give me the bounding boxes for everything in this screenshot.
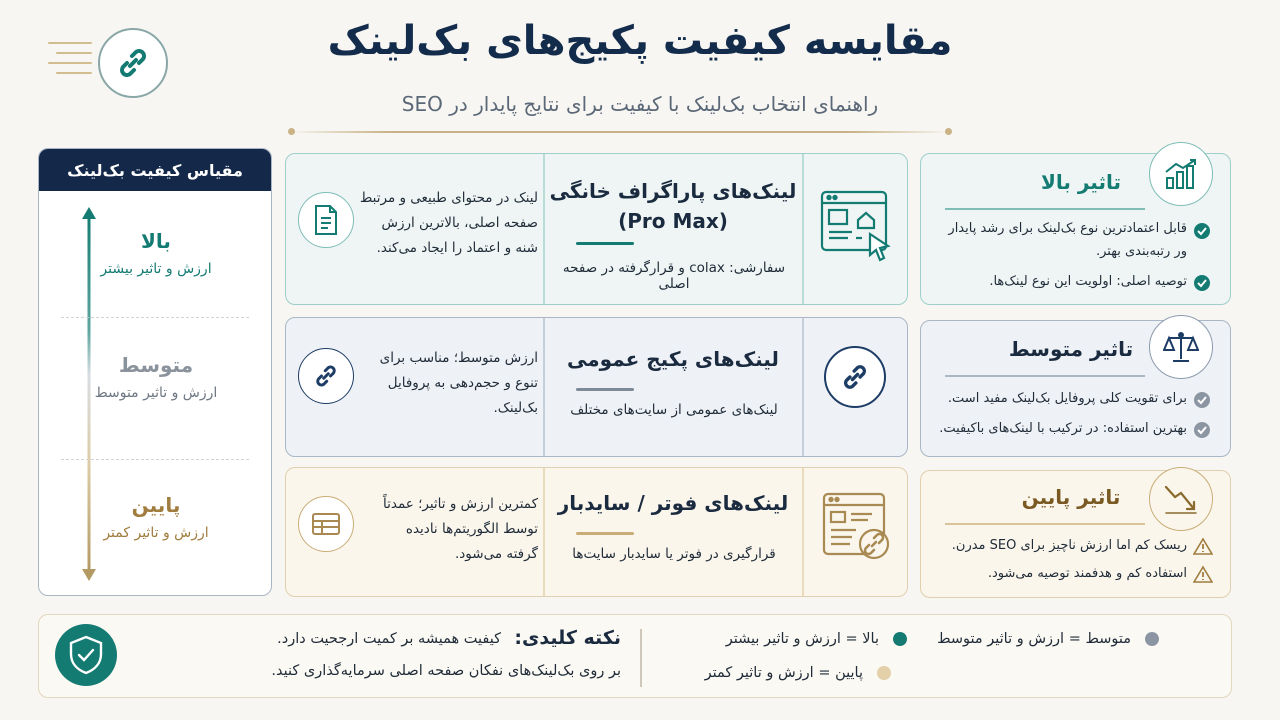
trend-down-icon	[1149, 467, 1213, 531]
package-card-pro-max	[285, 153, 908, 305]
package-detail: لینک در محتوای طبیعی و مرتبط صفحه اصلی، بالاترین ارزش شنه و اعتماد را ایجاد می‌کند.	[359, 190, 538, 256]
browser-link-icon	[820, 490, 896, 566]
key-point-line2: بر روی بک‌لینک‌های نفکان صفحه اصلی سرمایه‌گذاری کنید.	[271, 663, 621, 679]
check-icon	[1193, 222, 1211, 240]
package-name: لینک‌های پاراگراف خانگی (Pro Max)	[549, 179, 797, 233]
impact-bullet: برای تقویت کلی پروفایل بک‌لینک مفید است.	[947, 391, 1187, 406]
package-card-general	[285, 317, 908, 457]
scale-level-low: پایین ارزش و تاثیر کمتر	[103, 493, 209, 541]
impact-bullet: ریسک کم اما ارزش ناچیز برای SEO مدرن.	[951, 538, 1187, 553]
check-icon	[1193, 391, 1211, 409]
impact-bullet: قابل اعتمادترین نوع بک‌لینک برای رشد پایدار ور رتبه‌بندی بهتر.	[948, 221, 1187, 259]
legend-item-high: بالا = ارزش و تاثیر بیشتر	[726, 631, 907, 647]
key-point-footer	[38, 614, 1232, 698]
speed-lines-decoration	[48, 42, 96, 82]
impact-bullet: استفاده کم و هدفمند توصیه می‌شود.	[987, 566, 1187, 581]
scale-level-high: بالا ارزش و تاثیر بیشتر	[100, 229, 212, 277]
package-desc: لینک‌های عمومی از سایت‌های مختلف	[570, 402, 778, 418]
legend-item-low: پایین = ارزش و تاثیر کمتر	[705, 665, 891, 681]
header-divider	[288, 131, 952, 133]
package-card-footer-sidebar	[285, 467, 908, 597]
key-point-label: نکته کلیدی:	[514, 627, 621, 649]
legend-item-mid: متوسط = ارزش و تاثیر متوسط	[937, 631, 1159, 647]
page-title: مقایسه کیفیت پکیج‌های بک‌لینک	[327, 18, 953, 64]
layout-icon	[298, 496, 354, 552]
warning-icon	[1193, 537, 1213, 555]
document-icon	[298, 192, 354, 248]
chart-up-icon	[1149, 142, 1213, 206]
link-icon	[824, 346, 886, 408]
impact-bullet: توصیه اصلی: اولویت این نوع لینک‌ها.	[989, 274, 1187, 289]
quality-scale-panel	[38, 148, 272, 596]
package-detail: ارزش متوسط؛ مناسب برای تنوع و حجم‌دهی به پروفایل بک‌لینک.	[379, 350, 538, 416]
impact-card-low	[920, 470, 1231, 598]
package-desc: قرارگیری در فوتر یا سایدبار سایت‌ها	[572, 546, 776, 562]
scale-level-mid: متوسط ارزش و تاثیر متوسط	[94, 353, 218, 401]
impact-title: تاثیر متوسط	[1008, 337, 1134, 361]
package-name: لینک‌های پکیج عمومی	[567, 347, 779, 371]
warning-icon	[1193, 565, 1213, 583]
link-icon	[298, 348, 354, 404]
scale-title: مقیاس کیفیت بک‌لینک	[39, 149, 271, 191]
browser-click-icon	[818, 188, 894, 264]
impact-card-high	[920, 153, 1231, 305]
package-detail: کمترین ارزش و تاثیر؛ عمدتاً توسط الگوریتم‌ها نادیده گرفته می‌شود.	[383, 496, 538, 562]
impact-bullet: بهترین استفاده: در ترکیب با لینک‌های باکیفیت.	[939, 421, 1187, 436]
impact-title: تاثیر پایین	[1021, 485, 1121, 509]
key-point-line1: کیفیت همیشه بر کمیت ارجحیت دارد.	[277, 631, 501, 647]
impact-card-mid	[920, 320, 1231, 457]
page-subtitle: راهنمای انتخاب بک‌لینک با کیفیت برای نتایج پایدار در SEO	[401, 92, 879, 116]
link-logo-icon	[98, 28, 168, 98]
package-name: لینک‌های فوتر / سایدبار	[557, 491, 789, 515]
check-icon	[1193, 421, 1211, 439]
check-icon	[1193, 274, 1211, 292]
shield-check-icon	[55, 624, 117, 686]
impact-title: تاثیر بالا	[1040, 170, 1121, 194]
balance-icon	[1149, 315, 1213, 379]
package-desc: سفارشی: colax و قرارگرفته در صفحه اصلی	[562, 260, 786, 292]
